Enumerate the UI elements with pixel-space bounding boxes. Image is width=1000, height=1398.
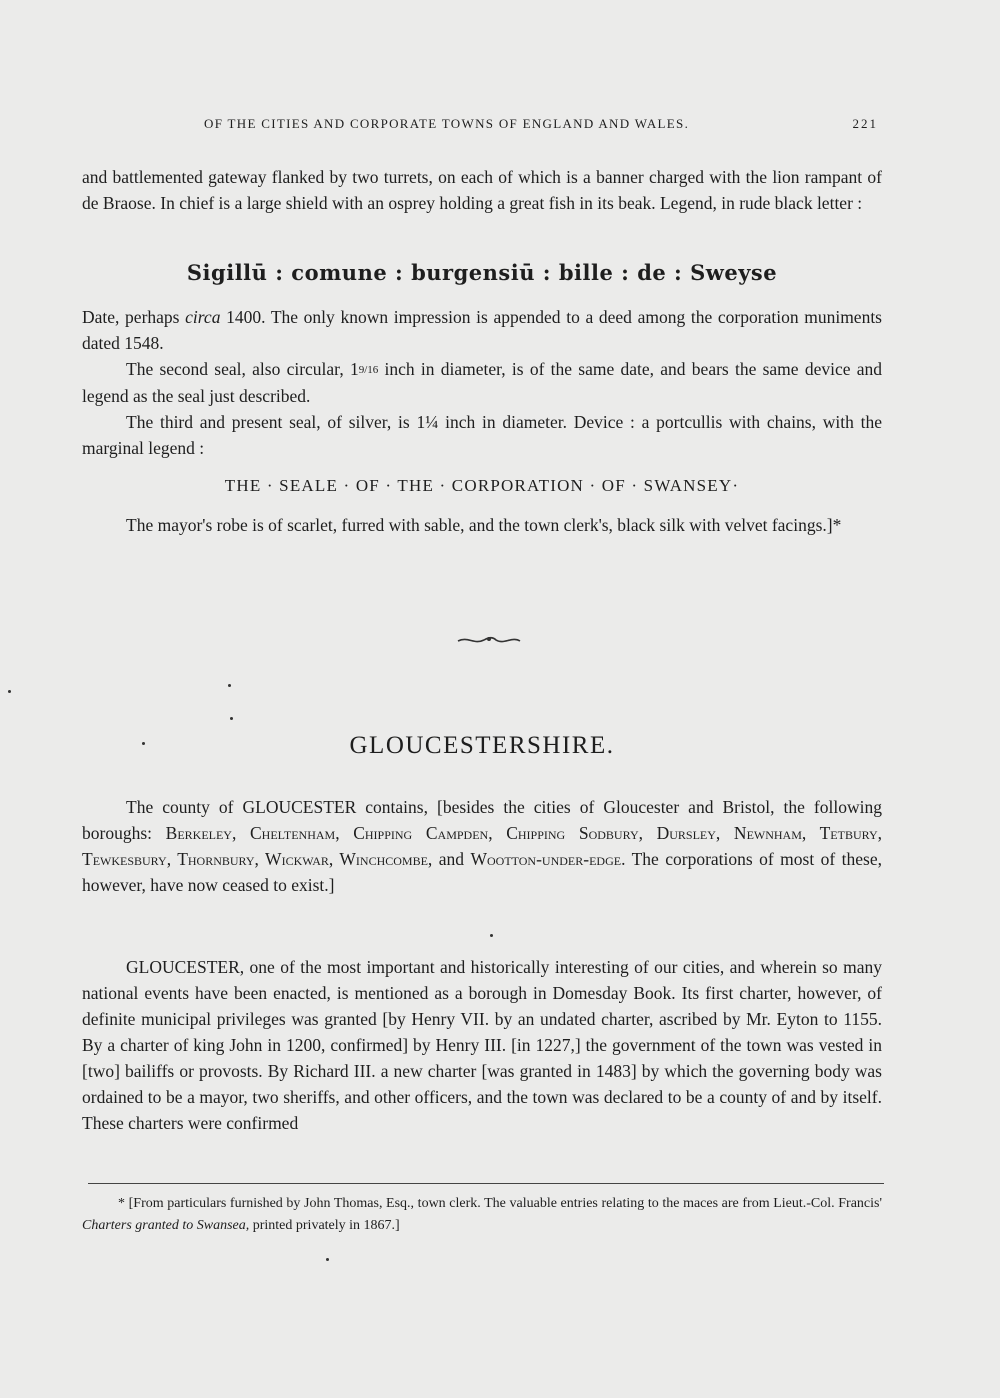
paragraph-date (82, 304, 882, 356)
paragraph-second-seal (82, 356, 882, 409)
county-intro-end: The corporations of most of these, however, have now ceased to exist.] (82, 849, 882, 895)
borough-list: Berkeley, Cheltenham, Chipping Campden, Chipping Sodbury, Dursley, Newnham, Tetbury, Tewkesbury, Thornbury, Wickwar, Winchcombe, (82, 823, 882, 869)
seal-legend-caps: THE · SEALE · OF · THE · CORPORATION · OF · SWANSEY· (224, 476, 740, 495)
borough-and: and (432, 849, 471, 869)
second-seal-start: The second seal, also circular, 1 (126, 359, 359, 379)
running-head-title: OF THE CITIES AND CORPORATE TOWNS OF ENGLAND AND WALES. (204, 116, 690, 131)
seal-legend-blackletter: Sigillū : comune : burgensiū : bille : de : Sweyse (186, 260, 778, 285)
footnote (82, 1193, 882, 1237)
footnote-start: * [From particulars furnished by John Thomas, Esq., town clerk. The valuable entries relating to the maces are from Lieut.-Col. Francis' (118, 1196, 882, 1211)
county-intro-start: The county of GLOUCESTER contains, [besides the cities of Gloucester and Bristol, the following boroughs: (82, 797, 882, 843)
ink-speck (230, 717, 233, 720)
circa-italic: circa (185, 307, 221, 327)
footnote-end: printed privately in 1867.] (249, 1218, 400, 1233)
paragraph-text: and battlemented gateway flanked by two turrets, on each of which is a banner charged with the lion rampant of de Braose. In chief is a large shield with an osprey holding a great fish in its beak. Legend, in rude black letter : (82, 167, 882, 213)
second-seal-rest: inch in diameter, is of the same date, and bears the same device and legend as the seal just described. (82, 359, 882, 406)
paragraph-date-rest: 1400. The only known impression is appended to a deed among the corporation muniments dated 1548. (82, 307, 882, 353)
ink-speck (326, 1258, 329, 1261)
page-number: 221 (852, 116, 878, 131)
running-head (82, 116, 882, 136)
ink-speck (228, 684, 231, 687)
paragraphs-seals (82, 304, 882, 461)
ink-speck (142, 742, 145, 745)
ornament-divider (456, 632, 522, 648)
footnote-text (82, 1193, 882, 1237)
last-borough: Wootton-under-edge. (470, 849, 626, 869)
county-intro-text (82, 794, 882, 898)
paragraph-third-seal: The third and present seal, of silver, is 1¼ inch in diameter. Device : a portcullis with chains, with the marginal legend : (82, 412, 882, 458)
ink-speck (8, 690, 11, 693)
paragraph-county-intro (82, 794, 882, 898)
ink-speck (490, 934, 493, 937)
paragraph-text: The mayor's robe is of scarlet, furred with sable, and the town clerk's, black silk with velvet facings.]* (126, 515, 842, 535)
paragraph-mayor-robe (82, 512, 882, 538)
second-seal-fraction: 9/16 (358, 364, 379, 376)
paragraph-gloucester-history (82, 954, 882, 1136)
footnote-rule (88, 1183, 884, 1184)
paragraph-date-start: Date, perhaps (82, 307, 186, 327)
gloucester-history-text: GLOUCESTER, one of the most important and historically interesting of our cities, and wherein so many national events have been enacted, is mentioned as a borough in Domesday Book. Its first charter, however, of definite municipal privileges was granted [by Henry VII. by an undated charter, ascribed by Mr. Eyton to 1155. By a charter of king John in 1200, confirmed] by Henry III. [in 1227,] the government of the town was vested in [two] bailiffs or provosts. By Richard III. a new charter [was granted in 1483] by which the governing body was ordained to be a mayor, two sheriffs, and other officers, and the town was declared to be a county of and by itself. These charters were confirmed (82, 957, 882, 1133)
paragraph-seal-description (82, 164, 882, 216)
footnote-italic-title: Charters granted to Swansea, (82, 1218, 250, 1233)
section-title: GLOUCESTERSHIRE. (349, 732, 615, 759)
